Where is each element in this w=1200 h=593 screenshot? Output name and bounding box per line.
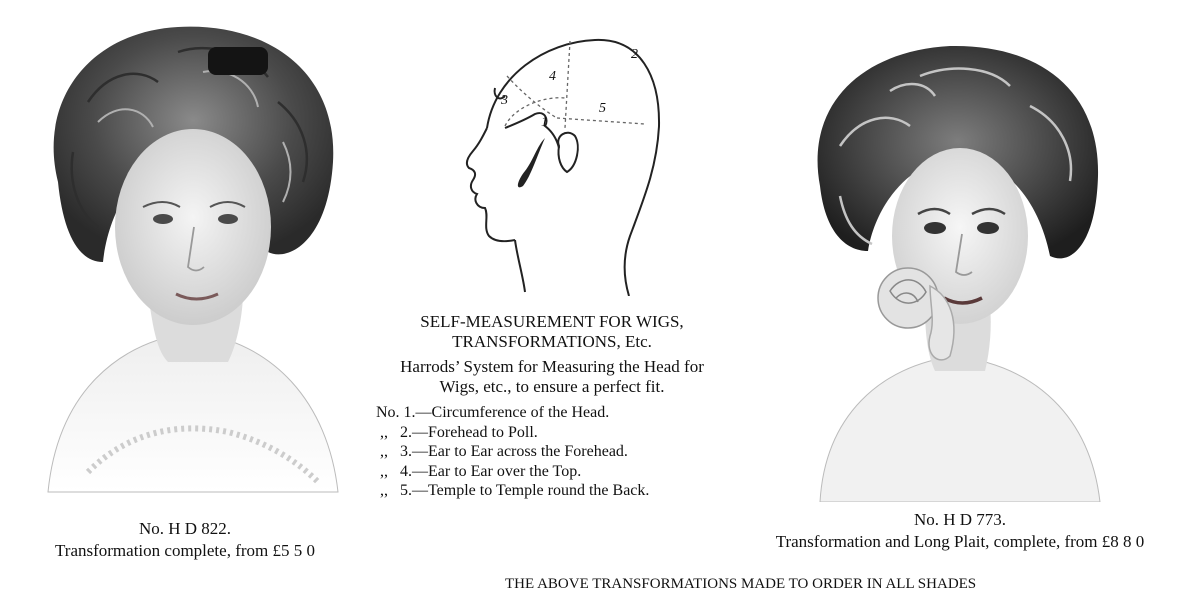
diagram-label-5: 5	[599, 101, 606, 116]
measurement-item: ,, 5.—Temple to Temple round the Back.	[376, 482, 650, 499]
diagram-label-4: 4	[549, 69, 556, 84]
measurement-subtitle	[360, 357, 744, 397]
measurement-item: ,, 2.—Forehead to Poll.	[376, 423, 538, 441]
measurement-list	[376, 403, 649, 501]
measurement-title-line2: TRANSFORMATIONS, Etc.	[452, 332, 652, 351]
right-portrait-image	[800, 36, 1108, 502]
measurement-item: ,, 3.—Ear to Ear across the Forehead.	[376, 443, 628, 460]
measurement-item: ,, 4.—Ear to Ear over the Top.	[376, 462, 582, 480]
right-caption	[740, 509, 1180, 553]
left-item-description: Transformation complete, from £5 5 0	[55, 541, 315, 560]
diagram-label-2: 2	[631, 47, 638, 62]
diagram-label-3: 3	[501, 93, 508, 108]
left-item-number: No. H D 822.	[138, 519, 232, 538]
measurement-title-line1: SELF-MEASUREMENT FOR WIGS,	[420, 312, 684, 331]
footer-text: THE ABOVE TRANSFORMATIONS MADE TO ORDER IN ALL SHADES	[505, 576, 977, 592]
right-item-description: Transformation and Long Plait, complete, from £8 8 0	[775, 532, 1145, 551]
measurement-sub-line1: Harrods’ System for Measuring the Head for	[400, 357, 704, 376]
left-caption	[20, 518, 350, 562]
left-portrait-image	[28, 12, 350, 508]
measurement-sub-line2: Wigs, etc., to ensure a perfect fit.	[439, 377, 665, 396]
measurement-item: No. 1.—Circumference of the Head.	[376, 404, 610, 421]
diagram-label-1: 1	[541, 115, 548, 130]
head-measurement-diagram	[445, 36, 680, 301]
measurement-title	[360, 312, 744, 352]
right-item-number: No. H D 773.	[913, 510, 1007, 529]
